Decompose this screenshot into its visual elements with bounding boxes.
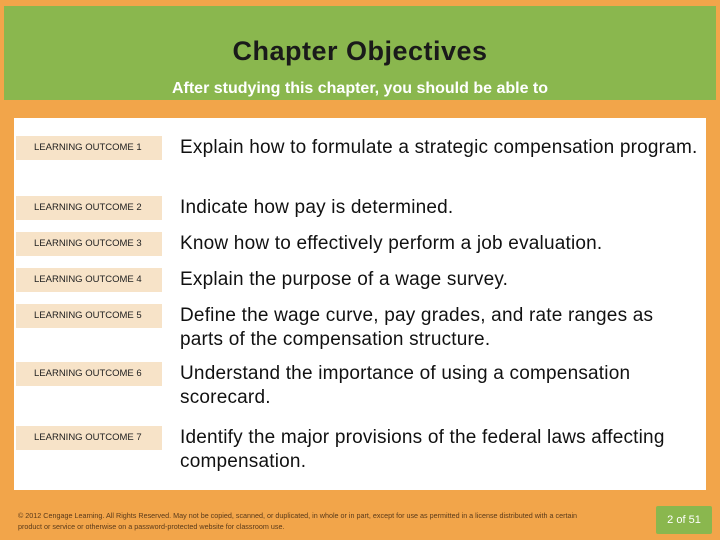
outcome-label: LEARNING OUTCOME 5 <box>16 304 162 328</box>
outcome-label: LEARNING OUTCOME 3 <box>16 232 162 256</box>
outcome-label: LEARNING OUTCOME 2 <box>16 196 162 220</box>
outcome-text: Define the wage curve, pay grades, and rate ranges as parts of the compensation structure. <box>180 305 654 350</box>
outcome-text: Explain the purpose of a wage survey. <box>180 269 509 290</box>
page-number-badge: 2 of 51 <box>656 506 712 534</box>
outcome-label: LEARNING OUTCOME 4 <box>16 268 162 292</box>
header-band <box>4 6 716 100</box>
page-subtitle: After studying this chapter, you should be able to <box>171 80 549 97</box>
outcome-text: Indicate how pay is determined. <box>180 197 454 218</box>
copyright-notice: © 2012 Cengage Learning. All Rights Reserved. May not be copied, scanned, or duplicated, in whole or in part, except for use as permitted in a license distributed with a certain product or service or otherwise on a password-protected website for classroom use. <box>18 511 578 531</box>
outcome-label: LEARNING OUTCOME 1 <box>16 136 162 160</box>
outcomes-panel <box>14 118 706 490</box>
outcome-text: Understand the importance of using a compensation scorecard. <box>180 363 631 408</box>
outcome-text: Know how to effectively perform a job evaluation. <box>180 233 603 254</box>
outcome-text: Explain how to formulate a strategic compensation program. <box>180 137 698 158</box>
outcome-text: Identify the major provisions of the federal laws affecting compensation. <box>180 427 665 472</box>
outcome-label: LEARNING OUTCOME 7 <box>16 426 162 450</box>
page-title: Chapter Objectives <box>232 36 488 66</box>
outcome-label: LEARNING OUTCOME 6 <box>16 362 162 386</box>
